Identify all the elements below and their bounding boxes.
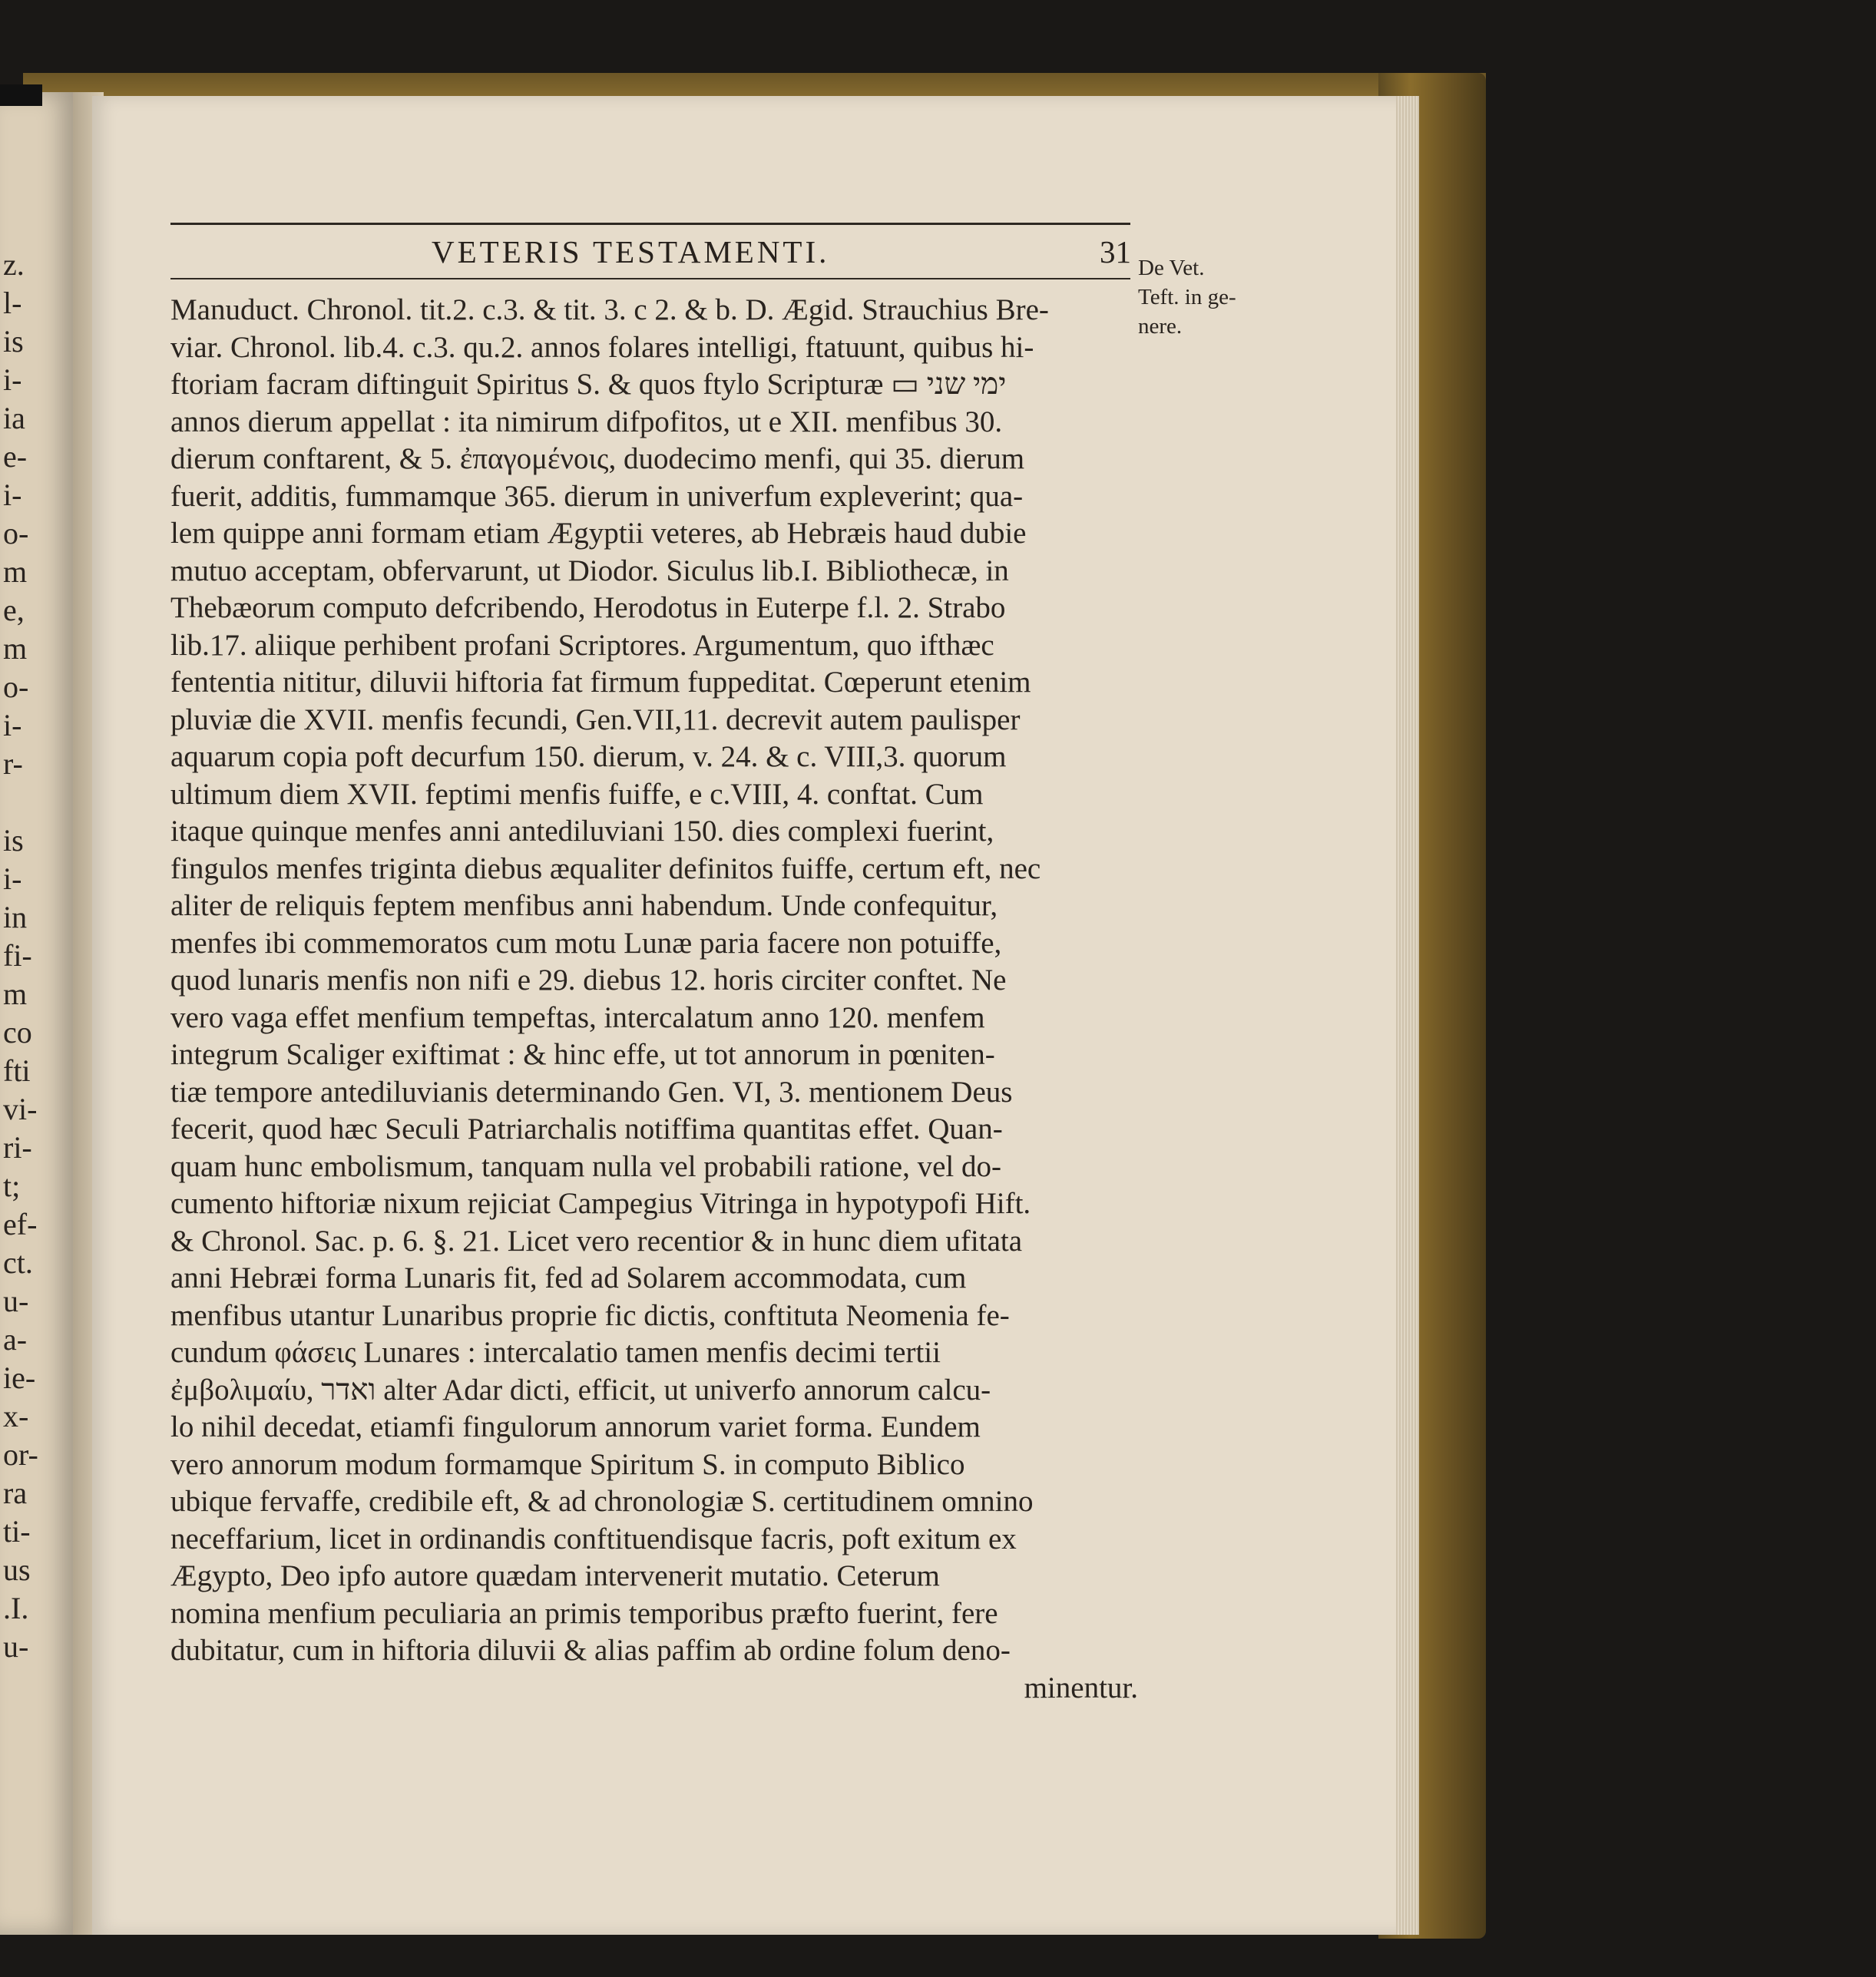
- text-line: ἐμβολιμαίυ, ואדר alter Adar dicti, efficit, ut univerfo annorum calcu-: [170, 1373, 991, 1407]
- left-page-fragment: i-: [3, 478, 22, 512]
- text-line: aquarum copia poft decurfum 150. dierum, v. 24. & c. VIII,3. quorum: [170, 740, 1007, 773]
- text-line: integrum Scaliger exiftimat : & hinc effe, ut tot annorum in pœniten-: [170, 1038, 995, 1071]
- text-line: ultimum diem XVII. feptimi menfis fuiffe, e c.VIII, 4. conftat. Cum: [170, 777, 984, 811]
- text-line: aliter de reliquis feptem menfibus anni habendum. Unde confequitur,: [170, 889, 998, 922]
- left-page-fragment: i-: [3, 362, 22, 397]
- left-page-fragment: m: [3, 554, 28, 589]
- left-page-fragment: ra: [3, 1476, 28, 1510]
- left-page-fragment: [3, 783, 72, 822]
- left-edge-mark: [0, 84, 42, 106]
- text-line: itaque quinque menfes anni antediluviani 150. dies complexi fuerint,: [170, 815, 994, 848]
- left-page-fragment: fi-: [3, 938, 32, 973]
- left-page-fragment: u-: [3, 1284, 29, 1318]
- text-line: annos dierum appellat : ita nimirum difpofitos, ut e XII. menfibus 30.: [170, 405, 1003, 438]
- text-line: ubique fervaffe, credibile eft, & ad chronologiæ S. certitudinem omnino: [170, 1485, 1034, 1518]
- left-page-fragment: z.: [3, 247, 25, 282]
- left-page-fragment: t;: [3, 1169, 21, 1203]
- left-page-fragment: or-: [3, 1437, 38, 1472]
- text-line: tiæ tempore antediluvianis determinando Gen. VI, 3. mentionem Deus: [170, 1075, 1013, 1109]
- text-line: dubitatur, cum in hiftoria diluvii & alias paffim ab ordine folum deno-: [170, 1634, 1011, 1667]
- left-page-fragment: ie-: [3, 1360, 36, 1395]
- text-line: neceffarium, licet in ordinandis conftituendisque facris, poft exitum ex: [170, 1522, 1017, 1555]
- body-text: [170, 292, 1138, 1707]
- left-page-fragment: ef-: [3, 1207, 38, 1241]
- left-page-fragment: r-: [3, 746, 23, 781]
- text-line: quam hunc embolismum, tanquam nulla vel probabili ratione, vel do-: [170, 1149, 1002, 1183]
- margin-note-line: Teft. in ge-: [1138, 285, 1236, 309]
- text-line: lib.17. aliique perhibent profani Scriptores. Argumentum, quo ifthæc: [170, 628, 994, 662]
- catchword: minentur.: [1024, 1671, 1138, 1704]
- left-page-fragment: o-: [3, 669, 29, 704]
- text-line: vero vaga effet menfium tempeftas, intercalatum anno 120. menfem: [170, 1000, 985, 1034]
- margin-note: [1138, 253, 1253, 341]
- page-number: 31: [1100, 234, 1131, 269]
- text-line: anni Hebræi forma Lunaris fit, fed ad Solarem accommodata, cum: [170, 1261, 967, 1294]
- left-page-fragment: u-: [3, 1629, 29, 1664]
- left-page-fragment: us: [3, 1552, 31, 1587]
- text-line: Manuduct. Chronol. tit.2. c.3. & tit. 3. c 2. & b. D. Ægid. Strauchius Bre-: [170, 293, 1049, 326]
- text-line: viar. Chronol. lib.4. c.3. qu.2. annos folares intelligi, ftatuunt, quibus hi-: [170, 330, 1034, 364]
- text-line: fingulos menfes triginta diebus æqualiter definitos fuiffe, certum eft, nec: [170, 851, 1041, 885]
- left-page-fragment: in: [3, 900, 28, 934]
- left-page-fragment: co: [3, 1015, 32, 1050]
- text-line: Ægypto, Deo ipfo autore quædam intervenerit mutatio. Ceterum: [170, 1559, 940, 1592]
- left-page-fragment: ct.: [3, 1245, 33, 1280]
- text-line: dierum conftarent, & 5. ἐπαγομένοις, duodecimo menfi, qui 35. dierum: [170, 442, 1025, 475]
- left-page-fragment: x-: [3, 1399, 29, 1433]
- header-rule-top: [170, 223, 1130, 225]
- text-line: lem quippe anni formam etiam Ægyptii veteres, ab Hebræis haud dubie: [170, 517, 1027, 550]
- left-page-fragment: ia: [3, 401, 25, 435]
- header-rule-bottom: [170, 278, 1130, 279]
- left-page-fragment: i-: [3, 708, 22, 742]
- left-page-fragment: is: [3, 823, 24, 858]
- left-page-fragment: ri-: [3, 1130, 32, 1165]
- running-head: VETERIS TESTAMENTI.: [432, 234, 830, 269]
- text-line: fuerit, additis, fummamque 365. dierum in univerfum expleverint; qua-: [170, 479, 1024, 513]
- text-line: fecerit, quod hæc Seculi Patriarchalis notiffima quantitas effet. Quan-: [170, 1112, 1003, 1146]
- page-edges: [1396, 96, 1419, 1935]
- text-line: nomina menfium peculiaria an primis temporibus præfto fuerint, fere: [170, 1596, 998, 1630]
- text-line: Thebæorum computo defcribendo, Herodotus in Euterpe f.l. 2. Strabo: [170, 591, 1006, 624]
- text-line: ftoriam facram diftinguit Spiritus S. & quos ftylo Scripturæ ▭ ימי שני: [170, 368, 1007, 401]
- left-page-fragment: .I.: [3, 1591, 29, 1625]
- text-line: pluviæ die XVII. menfis fecundi, Gen.VII,11. decrevit autem paulisper: [170, 703, 1021, 736]
- left-page-fragment: o-: [3, 516, 29, 550]
- left-page-fragment: vi-: [3, 1092, 38, 1126]
- left-page-text-fragments: [3, 246, 72, 1666]
- text-line: cumento hiftoriæ nixum rejiciat Campegius Vitringa in hypotypofi Hift.: [170, 1187, 1031, 1220]
- margin-note-line: De Vet.: [1138, 256, 1205, 280]
- text-line: fententia nititur, diluvii hiftoria fat firmum fuppeditat. Cœperunt etenim: [170, 666, 1031, 699]
- left-page-fragment: e,: [3, 593, 25, 627]
- text-line: menfes ibi commemoratos cum motu Lunæ paria facere non potuiffe,: [170, 926, 1002, 960]
- left-page-fragment: is: [3, 324, 24, 359]
- text-line: quod lunaris menfis non nifi e 29. diebus 12. horis circiter conftet. Ne: [170, 964, 1007, 997]
- text-line: lo nihil decedat, etiamfi fingulorum annorum variet forma. Eundem: [170, 1410, 981, 1443]
- left-page-fragment: a-: [3, 1322, 28, 1357]
- text-line: mutuo acceptam, obfervarunt, ut Diodor. Siculus lib.I. Bibliothecæ, in: [170, 554, 1009, 587]
- left-page-fragment: m: [3, 631, 28, 666]
- left-page-fragment: l-: [3, 286, 22, 320]
- text-line: cundum φάσεις Lunares : intercalatio tamen menfis decimi tertii: [170, 1336, 941, 1369]
- left-page-fragment: e-: [3, 439, 28, 474]
- left-page-fragment: ti-: [3, 1514, 31, 1549]
- margin-note-line: nere.: [1138, 314, 1183, 339]
- page-header: [170, 223, 1130, 280]
- text-line: vero annorum modum formamque Spiritum S. in computo Biblico: [170, 1447, 965, 1481]
- left-page-fragment: fti: [3, 1053, 31, 1088]
- left-page-fragment: m: [3, 977, 28, 1011]
- left-page-fragment: i-: [3, 861, 22, 896]
- text-line: & Chronol. Sac. p. 6. §. 21. Licet vero recentior & in hunc diem ufitata: [170, 1224, 1023, 1258]
- text-line: menfibus utantur Lunaribus proprie fic dictis, conftituta Neomenia fe-: [170, 1298, 1010, 1332]
